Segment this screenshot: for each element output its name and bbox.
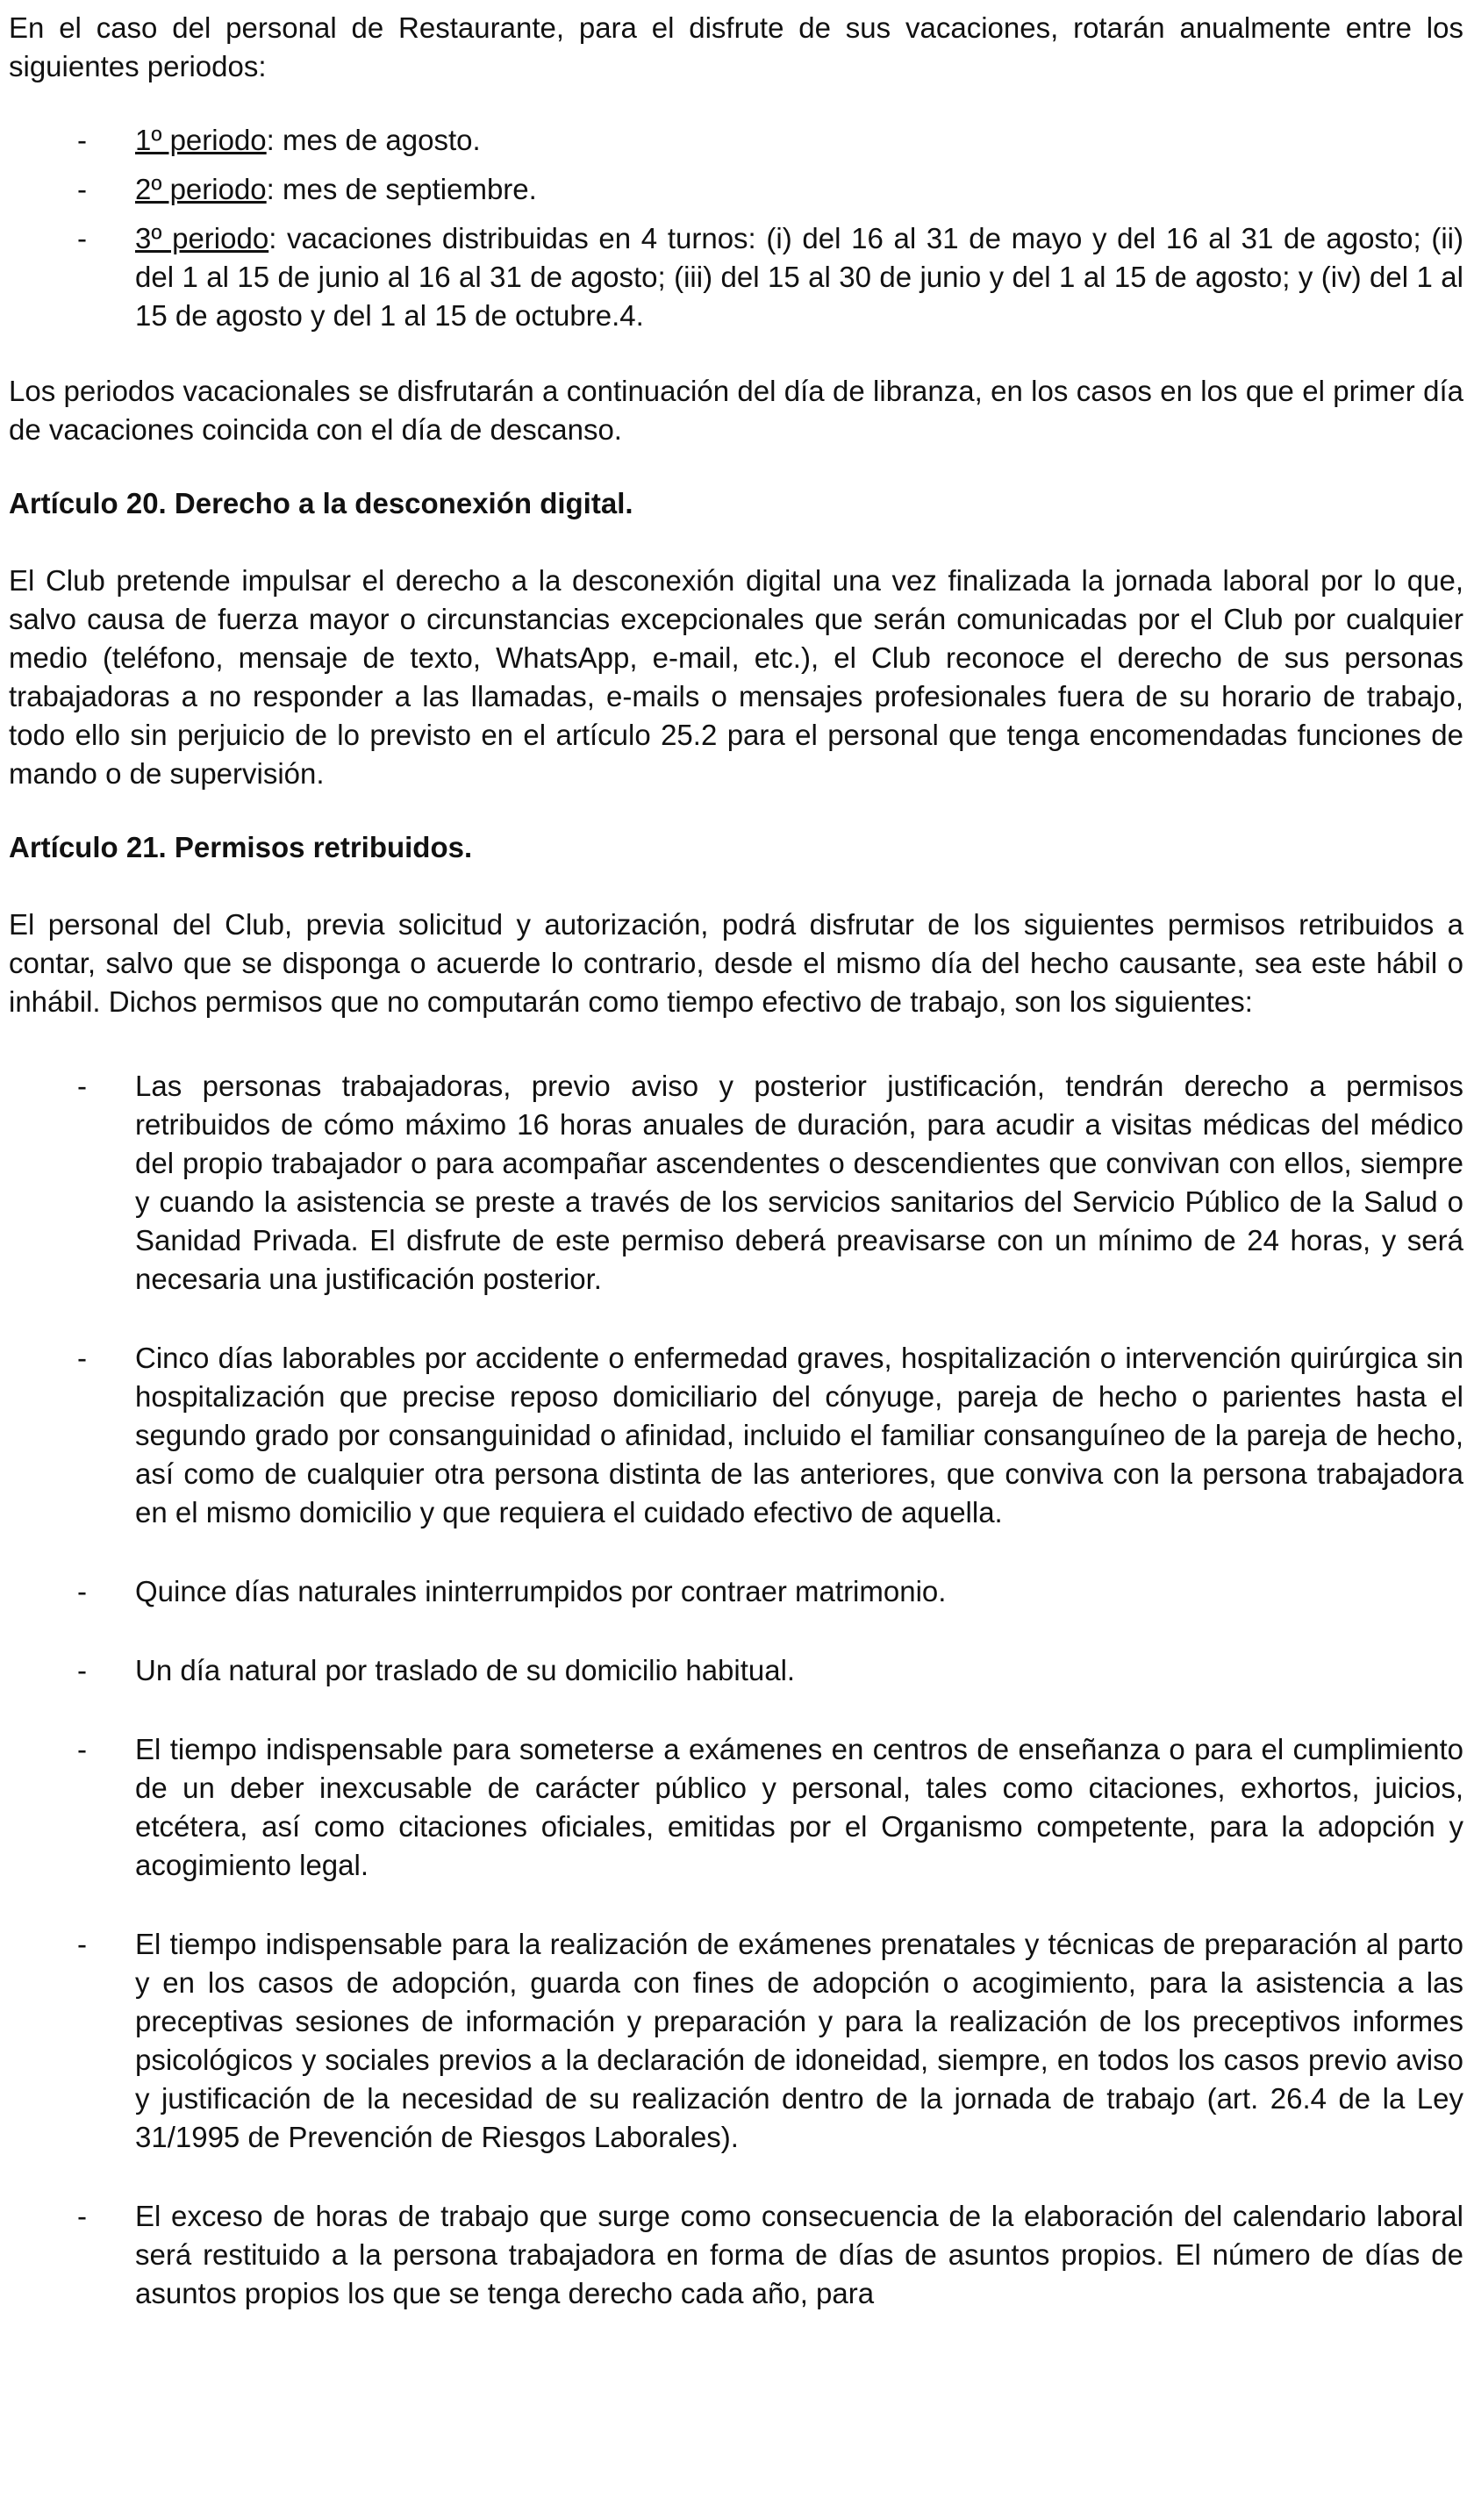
dash-bullet: -	[77, 1342, 87, 1374]
period-item	[77, 121, 1463, 160]
dash-bullet: -	[77, 222, 87, 254]
permiso-text: Cinco días laborables por accidente o enfermedad graves, hospitalización o intervención quirúrgica sin hospitalización que precise reposo domiciliario del cónyuge, pareja de hecho o parientes hasta el segundo grado por consanguinidad o afinidad, incluido el familiar consanguíneo de la pareja de hecho, así como de cualquier otra persona distinta de las anteriores, que conviva con la persona trabajadora en el mismo domicilio y que requiera el cuidado efectivo de aquella.	[135, 1342, 1463, 1528]
permiso-item	[77, 1925, 1463, 2157]
period-description: : vacaciones distribuidas en 4 turnos: (i) del 16 al 31 de mayo y del 16 al 31 de agosto; (ii) del 1 al 15 de junio al 16 al 31 de agosto; (iii) del 15 al 30 de junio y del 1 al 15 de agosto; y (iv) del 1 al 15 de agosto y del 1 al 15 de octubre.4.	[135, 222, 1463, 332]
dash-bullet: -	[77, 1733, 87, 1765]
article-20-body: El Club pretende impulsar el derecho a la desconexión digital una vez finalizada la jornada laboral por lo que, salvo causa de fuerza mayor o circunstancias excepcionales que serán comunicadas por el Club por cualquier medio (teléfono, mensaje de texto, WhatsApp, e-mail, etc.), el Club reconoce el derecho de sus personas trabajadoras a no responder a las llamadas, e-mails o mensajes profesionales fuera de su horario de trabajo, todo ello sin perjuicio de lo previsto en el artículo 25.2 para el personal que tenga encomendadas funciones de mando o de supervisión.	[9, 564, 1463, 790]
permiso-text: Un día natural por traslado de su domicilio habitual.	[135, 1654, 796, 1686]
period-text	[135, 219, 1463, 335]
permiso-text: El tiempo indispensable para someterse a exámenes en centros de enseñanza o para el cumplimiento de un deber inexcusable de carácter público y personal, tales como citaciones, exhortos, juicios, etcétera, así como citaciones oficiales, emitidas por el Organismo competente, para la adopción y acogimiento legal.	[135, 1733, 1463, 1881]
permiso-item	[77, 2197, 1463, 2313]
permiso-text: Las personas trabajadoras, previo aviso y posterior justificación, tendrán derecho a permisos retribuidos de cómo máximo 16 horas anuales de duración, para acudir a visitas médicas del médico del propio trabajador o para acompañar ascendentes o descendientes que convivan con ellos, siempre y cuando la asistencia se preste a través de los servicios sanitarios del Servicio Público de la Salud o Sanidad Privada. El disfrute de este permiso deberá preavisarse con un mínimo de 24 horas, y será necesaria una justificación posterior.	[135, 1070, 1463, 1295]
period-text	[135, 170, 1463, 209]
permisos-list	[9, 1067, 1463, 2313]
permiso-item	[77, 1339, 1463, 1532]
dash-bullet: -	[77, 1928, 87, 1960]
article-21-heading: Artículo 21. Permisos retribuidos.	[9, 831, 473, 863]
dash-bullet: -	[77, 173, 87, 205]
period-text	[135, 121, 1463, 160]
dash-bullet: -	[77, 124, 87, 156]
permiso-text: Quince días naturales ininterrumpidos por contraer matrimonio.	[135, 1575, 947, 1607]
intro-paragraph: En el caso del personal de Restaurante, para el disfrute de sus vacaciones, rotarán anualmente entre los siguientes periodos:	[9, 11, 1463, 82]
permiso-item	[77, 1572, 1463, 1611]
permiso-item	[77, 1067, 1463, 1299]
permiso-item	[77, 1651, 1463, 1690]
period-item	[77, 219, 1463, 335]
period-label: 3º periodo	[135, 222, 269, 254]
article-20-heading: Artículo 20. Derecho a la desconexión digital.	[9, 487, 633, 519]
permiso-text: El exceso de horas de trabajo que surge como consecuencia de la elaboración del calendario laboral será restituido a la persona trabajadora en forma de días de asuntos propios. El número de días de asuntos propios los que se tenga derecho cada año, para	[135, 2200, 1463, 2309]
dash-bullet: -	[77, 2200, 87, 2232]
dash-bullet: -	[77, 1070, 87, 1102]
permiso-text: El tiempo indispensable para la realización de exámenes prenatales y técnicas de preparación al parto y en los casos de adopción, guarda con fines de adopción o acogimiento, para la asistencia a las preceptivas sesiones de información y preparación y para la realización de los preceptivos informes psicológicos y sociales previos a la declaración de idoneidad, siempre, en todos los casos previo aviso y justificación de la necesidad de su realización dentro de la jornada de trabajo (art. 26.4 de la Ley 31/1995 de Prevención de Riesgos Laborales).	[135, 1928, 1463, 2153]
period-label: 1º periodo	[135, 124, 267, 156]
period-item	[77, 170, 1463, 209]
vacation-periods-list	[9, 121, 1463, 335]
period-label: 2º periodo	[135, 173, 267, 205]
libranza-paragraph: Los periodos vacacionales se disfrutarán a continuación del día de libranza, en los casos en los que el primer día de vacaciones coincida con el día de descanso.	[9, 375, 1463, 446]
article-21-body: El personal del Club, previa solicitud y autorización, podrá disfrutar de los siguientes permisos retribuidos a contar, salvo que se disponga o acuerde lo contrario, desde el mismo día del hecho causante, sea este hábil o inhábil. Dichos permisos que no computarán como tiempo efectivo de trabajo, son los siguientes:	[9, 908, 1463, 1018]
dash-bullet: -	[77, 1575, 87, 1607]
dash-bullet: -	[77, 1654, 87, 1686]
permiso-item	[77, 1730, 1463, 1885]
period-description: : mes de septiembre.	[266, 173, 537, 205]
period-description: : mes de agosto.	[266, 124, 481, 156]
